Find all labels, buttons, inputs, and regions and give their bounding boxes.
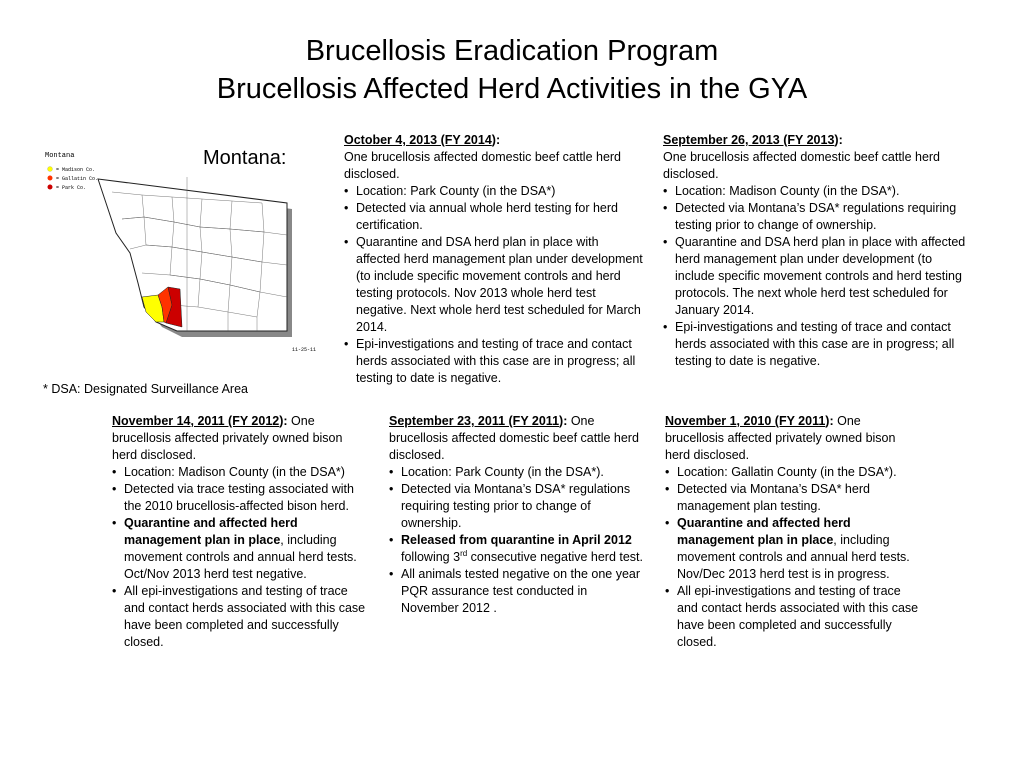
bullet-item: • All animals tested negative on the one year PQR assurance test conducted in November 2012 . [389, 566, 647, 617]
madison-legend-marker [48, 167, 53, 172]
bullet-item: • Detected via Montana’s DSA* regulations requiring testing prior to change of ownership. [663, 200, 968, 234]
bullet-item: • Epi-investigations and testing of trace and contact herds associated with this case are in progress; all testing to date is negative. [344, 336, 644, 387]
page-title-line2: Brucellosis Affected Herd Activities in the GYA [216, 73, 808, 105]
bullet-item: • Detected via annual whole herd testing for herd certification. [344, 200, 644, 234]
bullet-item: • Detected via trace testing associated with the 2010 brucellosis-affected bison herd. [112, 481, 370, 515]
bullet-item: • Quarantine and affected herd management plan in place, including movement controls and annual herd tests. Oct/Nov 2013 herd test negative. [112, 515, 370, 583]
entry-header-intro: September 23, 2011 (FY 2011): One brucellosis affected domestic beef cattle herd disclosed. [389, 414, 639, 462]
entry-bullets [389, 464, 647, 617]
bullet-item: • Detected via Montana’s DSA* regulations requiring testing prior to change of ownership. [389, 481, 647, 532]
entry-header-intro: November 1, 2010 (FY 2011): One brucellosis affected privately owned bison herd disclosed. [665, 414, 896, 462]
bullet-item: • All epi-investigations and testing of trace and contact herds associated with this case have been completed and successfully closed. [112, 583, 370, 651]
entry-header-intro: November 14, 2011 (FY 2012): One brucellosis affected privately owned bison herd disclosed. [112, 414, 343, 462]
bullet-item: • Location: Gallatin County (in the DSA*). [665, 464, 923, 481]
state-label: Montana: [203, 147, 287, 169]
bullet-item: • Epi-investigations and testing of trace and contact herds associated with this case are in progress; all testing to date is negative. [663, 319, 968, 370]
montana-outline [98, 179, 287, 331]
page-title-line1: Brucellosis Eradication Program [305, 35, 719, 67]
entry-header: September 26, 2013 (FY 2013): [663, 133, 843, 147]
park-legend-label: = Park Co. [56, 185, 87, 191]
gallatin-legend-marker [48, 176, 53, 181]
madison-legend-label: = Madison Co. [56, 167, 96, 173]
entry-nov-2011 [112, 413, 370, 651]
entry-sep-2011 [389, 413, 647, 617]
map-title: Montana [45, 152, 75, 160]
entry-intro: One brucellosis affected domestic beef cattle herd disclosed. [344, 150, 622, 181]
entry-nov-2010 [665, 413, 923, 651]
bullet-item: • Quarantine and DSA herd plan in place with affected herd management plan under development (to include specific movement controls and herd testing protocols. The next whole herd test scheduled for January 2014. [663, 234, 968, 319]
entry-bullets [663, 183, 968, 370]
bullet-item: • Released from quarantine in April 2012 following 3rd consecutive negative herd test. [389, 532, 647, 566]
entry-intro: One brucellosis affected domestic beef cattle herd disclosed. [663, 150, 941, 181]
bullet-item: • Location: Park County (in the DSA*) [344, 183, 644, 200]
bullet-item: • Location: Park County (in the DSA*). [389, 464, 647, 481]
bullet-item: • Quarantine and affected herd management plan in place, including movement controls and annual herd tests. Nov/Dec 2013 herd test is in progress. [665, 515, 923, 583]
bullet-item: • Detected via Montana’s DSA* herd management plan testing. [665, 481, 923, 515]
bullet-item: • Location: Madison County (in the DSA*). [663, 183, 968, 200]
entry-bullets [112, 464, 370, 651]
map-date: 11-25-11 [292, 347, 317, 353]
entry-oct-2013 [344, 132, 644, 387]
entry-bullets [665, 464, 923, 651]
gallatin-legend-label: = Gallatin Co. [56, 176, 99, 182]
montana-county-map [42, 147, 322, 357]
entry-bullets [344, 183, 644, 387]
dsa-footnote: * DSA: Designated Surveillance Area [43, 382, 248, 396]
bullet-item: • All epi-investigations and testing of trace and contact herds associated with this case have been completed and successfully closed. [665, 583, 923, 651]
entry-header: October 4, 2013 (FY 2014): [344, 133, 501, 147]
bullet-item: • Quarantine and DSA herd plan in place with affected herd management plan under development (to include specific movement controls and herd testing protocols. Nov 2013 whole herd test negative. Next whole herd test scheduled for March 2014. [344, 234, 644, 336]
entry-sep-2013 [663, 132, 968, 370]
park-legend-marker [48, 185, 53, 190]
bullet-item: • Location: Madison County (in the DSA*) [112, 464, 370, 481]
